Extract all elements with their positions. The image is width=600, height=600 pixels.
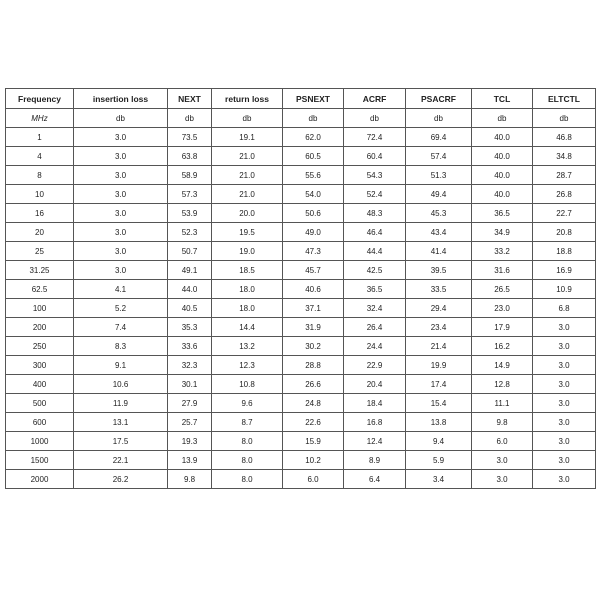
value-cell: 12.4: [344, 432, 406, 451]
frequency-cell: 400: [6, 375, 74, 394]
value-cell: 49.1: [168, 261, 212, 280]
value-cell: 3.0: [74, 242, 168, 261]
value-cell: 40.0: [472, 128, 533, 147]
value-cell: 11.9: [74, 394, 168, 413]
value-cell: 19.5: [212, 223, 283, 242]
value-cell: 48.3: [344, 204, 406, 223]
frequency-cell: 1000: [6, 432, 74, 451]
value-cell: 60.4: [344, 147, 406, 166]
value-cell: 3.0: [533, 375, 596, 394]
value-cell: 8.0: [212, 451, 283, 470]
value-cell: 3.0: [533, 432, 596, 451]
value-cell: 40.5: [168, 299, 212, 318]
value-cell: 3.0: [74, 147, 168, 166]
value-cell: 3.0: [533, 451, 596, 470]
value-cell: 30.1: [168, 375, 212, 394]
value-cell: 21.4: [406, 337, 472, 356]
value-cell: 60.5: [283, 147, 344, 166]
table-row: [6, 147, 596, 166]
table-body: [6, 128, 596, 489]
frequency-cell: 500: [6, 394, 74, 413]
value-cell: 40.0: [472, 147, 533, 166]
frequency-cell: 4: [6, 147, 74, 166]
value-cell: 3.0: [533, 413, 596, 432]
value-cell: 24.8: [283, 394, 344, 413]
value-cell: 33.6: [168, 337, 212, 356]
value-cell: 17.5: [74, 432, 168, 451]
value-cell: 10.6: [74, 375, 168, 394]
value-cell: 19.9: [406, 356, 472, 375]
value-cell: 13.9: [168, 451, 212, 470]
value-cell: 15.9: [283, 432, 344, 451]
value-cell: 3.0: [74, 128, 168, 147]
value-cell: 17.4: [406, 375, 472, 394]
unit-cell: MHz: [6, 109, 74, 128]
value-cell: 26.8: [533, 185, 596, 204]
table-row: [6, 432, 596, 451]
value-cell: 31.9: [283, 318, 344, 337]
value-cell: 14.4: [212, 318, 283, 337]
value-cell: 3.4: [406, 470, 472, 489]
value-cell: 23.4: [406, 318, 472, 337]
value-cell: 22.7: [533, 204, 596, 223]
table-row: [6, 470, 596, 489]
frequency-cell: 1: [6, 128, 74, 147]
frequency-cell: 100: [6, 299, 74, 318]
value-cell: 18.8: [533, 242, 596, 261]
table-row: [6, 337, 596, 356]
frequency-cell: 300: [6, 356, 74, 375]
table-row: [6, 451, 596, 470]
value-cell: 19.0: [212, 242, 283, 261]
value-cell: 6.0: [283, 470, 344, 489]
column-header: insertion loss: [74, 89, 168, 109]
value-cell: 25.7: [168, 413, 212, 432]
value-cell: 6.8: [533, 299, 596, 318]
value-cell: 62.0: [283, 128, 344, 147]
value-cell: 5.2: [74, 299, 168, 318]
frequency-cell: 20: [6, 223, 74, 242]
table-row: [6, 204, 596, 223]
value-cell: 3.0: [472, 470, 533, 489]
unit-cell: db: [283, 109, 344, 128]
value-cell: 26.6: [283, 375, 344, 394]
value-cell: 50.7: [168, 242, 212, 261]
value-cell: 20.8: [533, 223, 596, 242]
value-cell: 53.9: [168, 204, 212, 223]
value-cell: 49.0: [283, 223, 344, 242]
value-cell: 54.3: [344, 166, 406, 185]
value-cell: 29.4: [406, 299, 472, 318]
value-cell: 37.1: [283, 299, 344, 318]
value-cell: 6.0: [472, 432, 533, 451]
frequency-cell: 250: [6, 337, 74, 356]
table-row: [6, 413, 596, 432]
value-cell: 73.5: [168, 128, 212, 147]
value-cell: 9.4: [406, 432, 472, 451]
value-cell: 6.4: [344, 470, 406, 489]
units-row: [6, 109, 596, 128]
value-cell: 50.6: [283, 204, 344, 223]
value-cell: 16.2: [472, 337, 533, 356]
value-cell: 18.5: [212, 261, 283, 280]
value-cell: 51.3: [406, 166, 472, 185]
value-cell: 58.9: [168, 166, 212, 185]
value-cell: 9.8: [168, 470, 212, 489]
value-cell: 28.8: [283, 356, 344, 375]
value-cell: 45.7: [283, 261, 344, 280]
column-header: PSACRF: [406, 89, 472, 109]
value-cell: 20.0: [212, 204, 283, 223]
value-cell: 34.9: [472, 223, 533, 242]
column-header: Frequency: [6, 89, 74, 109]
value-cell: 47.3: [283, 242, 344, 261]
header-row: [6, 89, 596, 109]
value-cell: 45.3: [406, 204, 472, 223]
value-cell: 8.3: [74, 337, 168, 356]
value-cell: 44.4: [344, 242, 406, 261]
value-cell: 31.6: [472, 261, 533, 280]
unit-cell: db: [533, 109, 596, 128]
value-cell: 18.4: [344, 394, 406, 413]
value-cell: 63.8: [168, 147, 212, 166]
value-cell: 46.4: [344, 223, 406, 242]
value-cell: 8.0: [212, 470, 283, 489]
value-cell: 9.8: [472, 413, 533, 432]
frequency-cell: 1500: [6, 451, 74, 470]
value-cell: 15.4: [406, 394, 472, 413]
value-cell: 33.5: [406, 280, 472, 299]
table-row: [6, 375, 596, 394]
value-cell: 3.0: [533, 470, 596, 489]
value-cell: 21.0: [212, 166, 283, 185]
value-cell: 72.4: [344, 128, 406, 147]
value-cell: 34.8: [533, 147, 596, 166]
value-cell: 49.4: [406, 185, 472, 204]
value-cell: 12.8: [472, 375, 533, 394]
value-cell: 4.1: [74, 280, 168, 299]
table-row: [6, 261, 596, 280]
unit-cell: db: [168, 109, 212, 128]
table-row: [6, 223, 596, 242]
value-cell: 3.0: [74, 223, 168, 242]
value-cell: 36.5: [344, 280, 406, 299]
specification-table: [5, 88, 596, 489]
value-cell: 22.1: [74, 451, 168, 470]
value-cell: 30.2: [283, 337, 344, 356]
value-cell: 24.4: [344, 337, 406, 356]
table-row: [6, 356, 596, 375]
column-header: PSNEXT: [283, 89, 344, 109]
value-cell: 21.0: [212, 185, 283, 204]
value-cell: 40.6: [283, 280, 344, 299]
value-cell: 10.9: [533, 280, 596, 299]
value-cell: 18.0: [212, 299, 283, 318]
value-cell: 57.3: [168, 185, 212, 204]
frequency-cell: 600: [6, 413, 74, 432]
value-cell: 21.0: [212, 147, 283, 166]
value-cell: 19.3: [168, 432, 212, 451]
value-cell: 13.8: [406, 413, 472, 432]
value-cell: 40.0: [472, 166, 533, 185]
value-cell: 16.9: [533, 261, 596, 280]
table-row: [6, 185, 596, 204]
value-cell: 42.5: [344, 261, 406, 280]
table-row: [6, 242, 596, 261]
value-cell: 3.0: [472, 451, 533, 470]
value-cell: 46.8: [533, 128, 596, 147]
value-cell: 44.0: [168, 280, 212, 299]
frequency-cell: 2000: [6, 470, 74, 489]
value-cell: 17.9: [472, 318, 533, 337]
value-cell: 11.1: [472, 394, 533, 413]
unit-cell: db: [472, 109, 533, 128]
value-cell: 33.2: [472, 242, 533, 261]
value-cell: 3.0: [74, 204, 168, 223]
value-cell: 52.3: [168, 223, 212, 242]
value-cell: 27.9: [168, 394, 212, 413]
value-cell: 22.9: [344, 356, 406, 375]
value-cell: 3.0: [74, 261, 168, 280]
table-row: [6, 166, 596, 185]
table-row: [6, 280, 596, 299]
value-cell: 26.2: [74, 470, 168, 489]
value-cell: 32.4: [344, 299, 406, 318]
unit-cell: db: [344, 109, 406, 128]
frequency-cell: 200: [6, 318, 74, 337]
value-cell: 32.3: [168, 356, 212, 375]
unit-cell: db: [74, 109, 168, 128]
value-cell: 10.8: [212, 375, 283, 394]
value-cell: 16.8: [344, 413, 406, 432]
value-cell: 22.6: [283, 413, 344, 432]
frequency-cell: 62.5: [6, 280, 74, 299]
value-cell: 9.1: [74, 356, 168, 375]
value-cell: 14.9: [472, 356, 533, 375]
value-cell: 55.6: [283, 166, 344, 185]
value-cell: 23.0: [472, 299, 533, 318]
column-header: return loss: [212, 89, 283, 109]
frequency-cell: 25: [6, 242, 74, 261]
table-row: [6, 394, 596, 413]
value-cell: 13.1: [74, 413, 168, 432]
value-cell: 57.4: [406, 147, 472, 166]
value-cell: 40.0: [472, 185, 533, 204]
value-cell: 9.6: [212, 394, 283, 413]
frequency-cell: 10: [6, 185, 74, 204]
value-cell: 19.1: [212, 128, 283, 147]
value-cell: 18.0: [212, 280, 283, 299]
value-cell: 35.3: [168, 318, 212, 337]
value-cell: 8.0: [212, 432, 283, 451]
table-row: [6, 128, 596, 147]
frequency-cell: 16: [6, 204, 74, 223]
value-cell: 12.3: [212, 356, 283, 375]
value-cell: 7.4: [74, 318, 168, 337]
column-header: NEXT: [168, 89, 212, 109]
value-cell: 43.4: [406, 223, 472, 242]
column-header: TCL: [472, 89, 533, 109]
value-cell: 8.9: [344, 451, 406, 470]
value-cell: 13.2: [212, 337, 283, 356]
unit-cell: db: [406, 109, 472, 128]
value-cell: 69.4: [406, 128, 472, 147]
value-cell: 8.7: [212, 413, 283, 432]
frequency-cell: 31.25: [6, 261, 74, 280]
value-cell: 3.0: [533, 337, 596, 356]
value-cell: 26.5: [472, 280, 533, 299]
value-cell: 36.5: [472, 204, 533, 223]
table-row: [6, 318, 596, 337]
value-cell: 3.0: [74, 185, 168, 204]
value-cell: 39.5: [406, 261, 472, 280]
value-cell: 3.0: [533, 318, 596, 337]
value-cell: 28.7: [533, 166, 596, 185]
value-cell: 3.0: [533, 394, 596, 413]
table-row: [6, 299, 596, 318]
unit-cell: db: [212, 109, 283, 128]
value-cell: 41.4: [406, 242, 472, 261]
value-cell: 5.9: [406, 451, 472, 470]
value-cell: 3.0: [74, 166, 168, 185]
value-cell: 20.4: [344, 375, 406, 394]
value-cell: 52.4: [344, 185, 406, 204]
table-header: [6, 89, 596, 128]
value-cell: 3.0: [533, 356, 596, 375]
column-header: ACRF: [344, 89, 406, 109]
column-header: ELTCTL: [533, 89, 596, 109]
frequency-cell: 8: [6, 166, 74, 185]
value-cell: 26.4: [344, 318, 406, 337]
value-cell: 10.2: [283, 451, 344, 470]
value-cell: 54.0: [283, 185, 344, 204]
